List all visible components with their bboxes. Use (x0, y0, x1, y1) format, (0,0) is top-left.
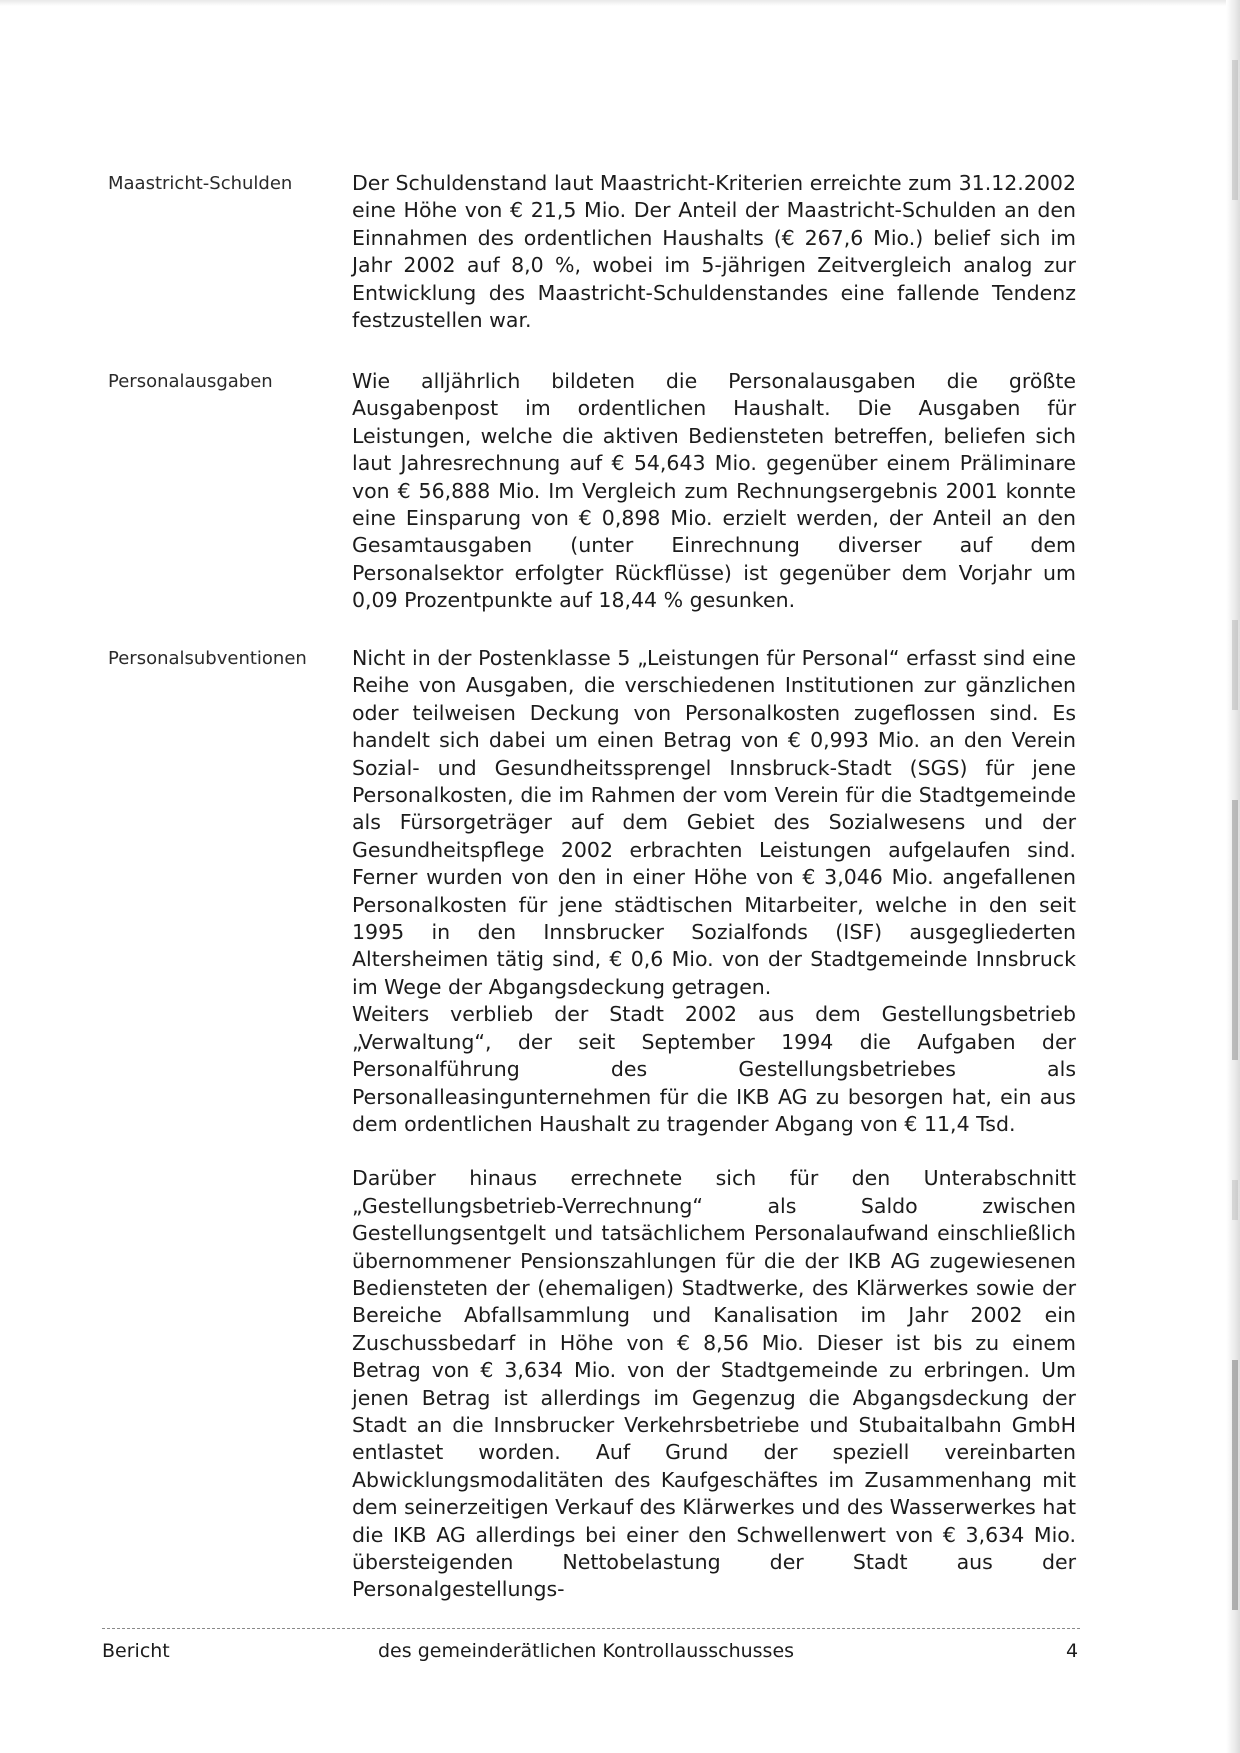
scan-mark (1232, 1180, 1238, 1220)
paragraph: Weiters verblieb der Stadt 2002 aus dem Gestellungsbetrieb „Verwaltung“, der seit September 1994 die Aufgaben der Personalführung des Gestellungsbetriebes als Personalleasingunternehmen für die IKB AG zu besorgen hat, ein aus dem ordentlichen Haushalt zu tragender Abgang von € 11,4 Tsd. (352, 1002, 1076, 1136)
paragraph: Der Schuldenstand laut Maastricht-Kriterien erreichte zum 31.12.2002 eine Höhe von € 21,5 Mio. Der Anteil der Maastricht-Schulden an den Einnahmen des ordentlichen Haushalts (€ 267,6 Mio.) belief sich im Jahr 2002 auf 8,0 %, wobei im 5-jährigen Zeitvergleich analog zur Entwicklung des Maastricht-Schuldenstandes eine fallende Tendenz festzustellen war. (352, 171, 1076, 333)
scan-mark (1232, 60, 1238, 200)
paragraph: Wie alljährlich bildeten die Personalausgaben die größte Ausgabenpost im ordentlichen Haushalt. Die Ausgaben für Leistungen, welche die aktiven Bediensteten betreffen, beliefen sich laut Jahresrechnung auf € 54,643 Mio. gegenüber einem Präliminare von € 56,888 Mio. Im Vergleich zum Rechnungsergebnis 2001 konnte eine Einsparung von € 0,898 Mio. erzielt werden, der Anteil an den Gesamtausgaben (unter Einrechnung diverser auf dem Personalsektor erfolgter Rückflüsse) ist gegenüber dem Vorjahr um 0,09 Prozentpunkte auf 18,44 % gesunken. (352, 369, 1076, 613)
section-maastricht-schulden (108, 170, 1098, 340)
footer-divider (102, 1628, 1080, 1629)
paragraph: Darüber hinaus errechnete sich für den Unterabschnitt „Gestellungsbetrieb-Verrechnung“ als Saldo zwischen Gestellungsentgelt und tatsächlichem Personalaufwand einschließlich übernommener Pensionszahlungen für die der IKB AG zugewiesenen Bediensteten der (ehemaligen) Stadtwerke, des Klärwerkes sowie der Bereiche Abfallsammlung und Kanalisation im Jahr 2002 ein Zuschussbedarf in Höhe von € 8,56 Mio. Dieser ist bis zu einem Betrag von € 3,634 Mio. von der Stadtgemeinde zu erbringen. Um jenen Betrag ist allerdings im Gegenzug die Abgangsdeckung der Stadt an die Innsbrucker Verkehrsbetriebe und Stubaitalbahn GmbH entlastet worden. Auf Grund der speziell vereinbarten Abwicklungsmodalitäten des Kaufgeschäftes im Zusammenhang mit dem seinerzeitigen Verkauf des Klärwerkes und des Wasserwerkes hat die IKB AG allerdings bei einer den Schwellenwert von € 3,634 Mio. übersteigenden Nettobelastung der Stadt aus der Personalgestellungs- (352, 1166, 1076, 1602)
scan-edge-right (1226, 0, 1240, 1753)
section-personalsubventionen (108, 645, 1098, 1602)
section-body (352, 368, 1076, 615)
section-body (352, 645, 1076, 1604)
section-label: Personalsubventionen (108, 648, 307, 669)
section-body (352, 170, 1076, 334)
footer-center: des gemeinderätlichen Kontrollausschusses (378, 1640, 795, 1662)
paragraph: Nicht in der Postenklasse 5 „Leistungen für Personal“ erfasst sind eine Reihe von Ausgaben, die verschiedenen Institutionen zur gänzlichen oder teilweisen Deckung von Personalkosten zugeflossen sind. Es handelt sich dabei um einen Betrag von € 0,993 Mio. an den Verein Sozial- und Gesundheitssprengel Innsbruck-Stadt (SGS) für jene Personalkosten, die im Rahmen der vom Verein für die Stadtgemeinde als Fürsorgeträger auf dem Gebiet des Sozialwesens und der Gesundheitspflege 2002 erbrachten Leistungen aufgelaufen sind. Ferner wurden von den in einer Höhe von € 3,046 Mio. angefallenen Personalkosten für jene städtischen Mitarbeiter, welche in den seit 1995 in den Innsbrucker Sozialfonds (ISF) ausgegliederten Altersheimen tätig sind, € 0,6 Mio. von der Stadtgemeinde Innsbruck im Wege der Abgangsdeckung getragen. (352, 646, 1076, 999)
page-number: 4 (1066, 1640, 1079, 1662)
scan-mark (1232, 800, 1238, 1060)
section-personalausgaben (108, 368, 1098, 618)
section-label: Maastricht-Schulden (108, 173, 293, 194)
footer-left: Bericht (102, 1640, 170, 1662)
scan-mark (1232, 1360, 1238, 1610)
section-label: Personalausgaben (108, 371, 273, 392)
scan-edge-top (0, 0, 1240, 6)
scan-mark (1232, 620, 1238, 710)
